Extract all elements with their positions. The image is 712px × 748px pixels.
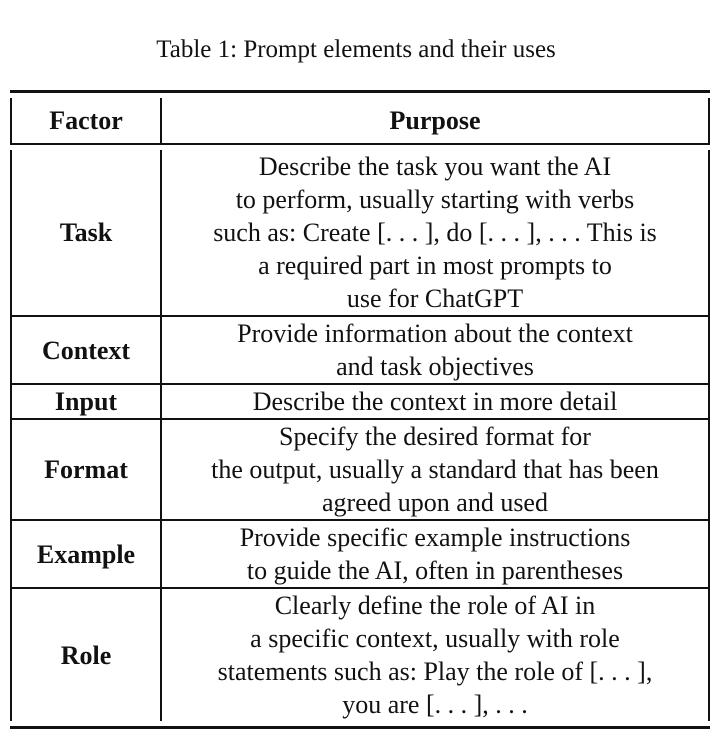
table-body: [10, 150, 710, 721]
factor-cell: Context: [10, 317, 162, 383]
factor-cell: Example: [10, 521, 162, 587]
table-caption: Table 1: Prompt elements and their uses: [156, 36, 556, 63]
purpose-line: Clearly define the role of AI in: [274, 591, 596, 620]
table-row: [10, 589, 710, 721]
purpose-line: statements such as: Play the role of [. . . ],: [217, 657, 653, 686]
table-row: [10, 317, 710, 383]
factor-cell: Input: [10, 385, 162, 418]
purpose-line: a required part in most prompts to: [258, 251, 612, 280]
purpose-line: and task objectives: [336, 352, 534, 381]
prompt-elements-table: [10, 90, 710, 729]
table-row: [10, 385, 710, 418]
purpose-cell: [162, 385, 710, 418]
purpose-line: Provide information about the context: [237, 319, 633, 348]
purpose-line: Describe the context in more detail: [252, 387, 618, 416]
purpose-line: to perform, usually starting with verbs: [235, 185, 635, 214]
purpose-line: use for ChatGPT: [346, 284, 524, 313]
purpose-cell: [162, 150, 710, 315]
factor-cell: Task: [10, 150, 162, 315]
purpose-line: to guide the AI, often in parentheses: [246, 556, 624, 585]
purpose-line: such as: Create [. . . ], do [. . . ], . . . This is: [213, 218, 657, 247]
purpose-cell: [162, 420, 710, 519]
table-row: [10, 521, 710, 587]
purpose-line: Provide specific example instructions: [239, 523, 631, 552]
purpose-line: the output, usually a standard that has been: [211, 455, 659, 484]
purpose-line: a specific context, usually with role: [250, 624, 620, 653]
header-factor: Factor: [10, 98, 162, 143]
table-header-row: [10, 98, 710, 143]
purpose-cell: [162, 521, 710, 587]
table-bottom-gap: [10, 721, 710, 726]
purpose-cell: [162, 317, 710, 383]
table-row: [10, 420, 710, 519]
purpose-line: Describe the task you want the AI: [258, 152, 612, 181]
table-bottom-rule: [10, 726, 710, 729]
header-purpose: Purpose: [162, 98, 710, 143]
table-row: [10, 150, 710, 315]
factor-cell: Format: [10, 420, 162, 519]
purpose-line: Specify the desired format for: [279, 422, 591, 451]
factor-cell: Role: [10, 589, 162, 721]
purpose-line: agreed upon and used: [322, 488, 548, 517]
purpose-cell: [162, 589, 710, 721]
purpose-line: you are [. . . ], . . .: [342, 690, 528, 719]
